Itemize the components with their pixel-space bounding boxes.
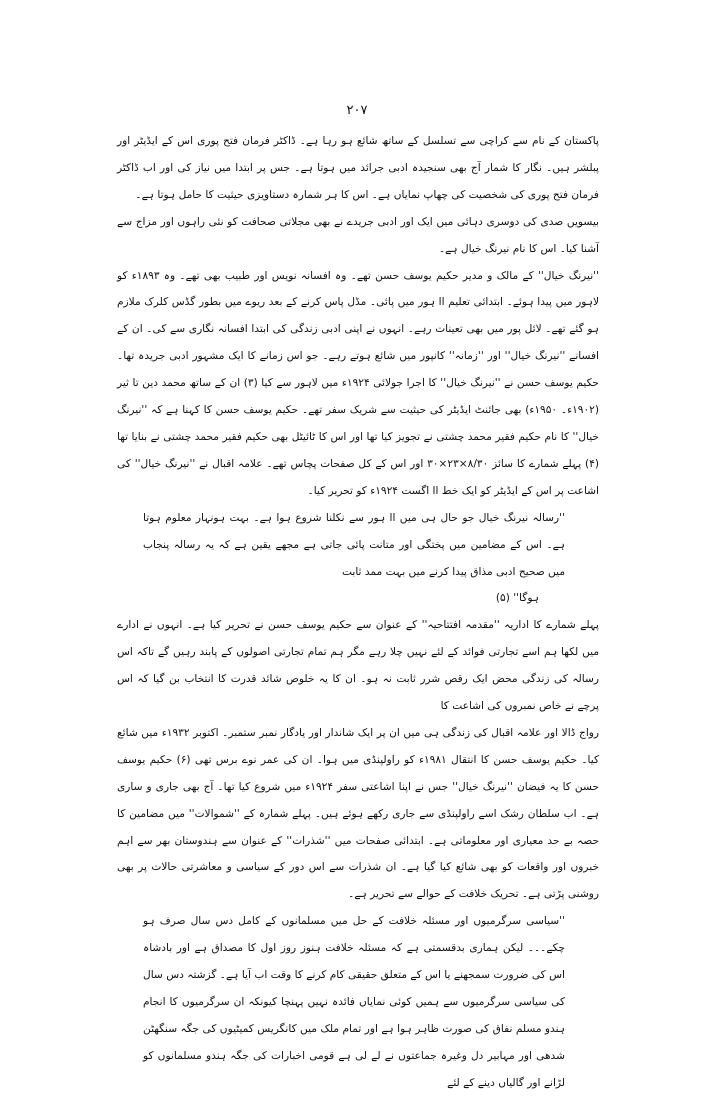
paragraph: رواج ڈالا اور علامہ اقبال کی زندگی ہی میں ان پر ایک شاندار اور یادگار نمبر ستمبر۔ اکتوبر ۱۹۳۲ء میں شائع کیا۔ حکیم یوسف حسن کا انتقال ۱۹۸۱ء کو راولپنڈی میں ہوا۔ ان کی عمر نوے برس تھی (۶) حکیم یوسف حسن کا یہ فیضان ''نیرنگ خیال'' جس نے اپنا اشاعتی سفر ۱۹۲۴ء میں شروع کیا تھا۔ آج بھی جاری و ساری ہے۔ اب سلطان رشک اسے راولپنڈی سے جاری رکھے ہوئے ہیں۔ پہلے شمارہ کے ''شموالات'' میں مضامین کا حصہ بے حد معیاری اور معلوماتی ہے۔ ابتدائی صفحات میں ''شذرات'' کے عنوان سے ہندوستان بھر سے اہم خبروں اور واقعات کو بھی شائع کیا گیا ہے۔ ان شذرات سے اس دور کے سیاسی و معاشرتی حالات پر بھی روشنی پڑتی ہے۔ تحریک خلافت کے حوالے سے تحریر ہے۔ [117, 726, 599, 901]
paragraph: پہلے شمارے کا اداریہ ''مقدمہ افتتاحیہ'' کے عنوان سے حکیم یوسف حسن نے تحریر کیا ہے۔ انہوں نے ادارے میں لکھا ہم اسے تجارتی فوائد کے لئے نہیں چلا رہے مگر ہم تمام تجارتی اصولوں کے پابند رہیں گے تاکہ اس رسالہ کی زندگی محض ایک رقص شرر ثابت نہ ہو۔ ان کا یہ خلوص شائد قدرت کا انتخاب بن گیا کہ اس پرچے نے خاص نمبروں کی اشاعت کا [117, 619, 599, 713]
paragraph: بیسویں صدی کی دوسری دہائی میں ایک اور ادبی جریدے نے بھی مجلاتی صحافت کو نئی راہوں اور مزاج سے آشنا کیا۔ اس کا نام نیرنگ خیال ہے۔ [117, 215, 599, 255]
paragraph: ''نیرنگ خیال'' کے مالک و مدیر حکیم یوسف حسن تھے۔ وہ افسانہ نویس اور طبیب بھی تھے۔ وہ ۱۸۹۳ء کو لاہور میں پیدا ہوئے۔ ابتدائی تعلیم اا ہور میں پائی۔ مڈل پاس کرنے کے بعد ریوے میں بطور گڈس کلرک ملازم ہو گئے تھے۔ لائل پور میں بھی تعینات رہے۔ انہوں نے اپنی ادبی زندگی کی ابتدا افسانہ نگاری سے کی۔ ان کے افسانے ''نیرنگ خیال'' اور ''زمانہ'' کانپور میں شائع ہوتے رہے۔ جو اس زمانے کا ایک مشہور ادبی جریدہ تھا۔ حکیم یوسف حسن نے ''نیرنگ خیال'' کا اجرا جولائی ۱۹۲۴ء میں لاہور سے کیا (۳) ان کے ساتھ محمد دین تا ثیر (۱۹۰۲ء۔ ۱۹۵۰ء) بھی جائنٹ ایڈیٹر کی حیثیت سے شریک سفر تھے۔ حکیم یوسف حسن کا کہنا ہے کہ ''نیرنگ خیال'' کا نام حکیم فقیر محمد چشتی نے تجویز کیا تھا اور اس کا ٹائیٹل بھی حکیم فقیر محمد چشتی نے بنایا تھا (۴) پہلے شمارے کا سائز ۸/۳۰×۲۳×۳۰ اور اس کے کل صفحات پچاس تھے۔ علامہ اقبال نے ''نیرنگ خیال'' کی اشاعت پر اس کے ایڈیٹر کو ایک خط اا اگست ۱۹۲۴ء کو تحریر کیا۔ [117, 269, 600, 497]
block-quote: ''رسالہ نیرنگ خیال جو حال ہی میں اا ہور سے نکلنا شروع ہوا ہے۔ بہت ہونہار معلوم ہوتا ہے۔ اس کے مضامین میں پختگی اور متانت پائی جاتی ہے مجھے یقین ہے کہ یہ رسالہ پنجاب میں صحیح ادبی مذاق پیدا کرنے میں بہت ممد ثابت [143, 511, 565, 578]
body-text [117, 128, 599, 1097]
page-number: ۲۰۷ [346, 103, 368, 118]
paragraph: پاکستان کے نام سے کراچی سے تسلسل کے ساتھ شائع ہو رہا ہے۔ ڈاکٹر فرمان فتح پوری اس کے ایڈیٹر اور پبلشر ہیں۔ نگار کا شمار آج بھی سنجیدہ ادبی جرائد میں ہوتا ہے۔ جس پر ابتدا میں نیاز کی اور اب ڈاکٹر فرمان فتح پوری کی شخصیت کی چھاپ نمایاں ہے۔ اس کا ہر شمارہ دستاویزی حیثیت کا حامل ہوتا ہے۔ [117, 135, 599, 201]
block-quote-end: ہوگا'' (۵) [495, 592, 539, 605]
block-quote: ''سیاسی سرگرمیوں اور مسئلہ خلافت کے حل میں مسلمانوں کے کامل دس سال صرف ہو چکے۔۔۔ لیکن ہماری بدقسمتی ہے کہ مسئلہ خلافت ہنوز روز اول کا مصداق ہے اور بادشاہ اس کی ضرورت سمجھنے یا اس کے متعلق حقیقی کام کرنے کا وقت اب آیا ہے۔ گزشتہ دس سال کی سیاسی سرگرمیوں سے ہمیں کوئی نمایاں فائدہ نہیں پہنچا کیونکہ ان سرگرمیوں کا انجام ہندو مسلم نفاق کی صورت ظاہر ہوا ہے اور تمام ملک میں کانگریس کمیٹیوں کی جگہ سنگھٹن شدھی اور مہابیر دل وغیرہ جماعتوں نے لے لی ہے قومی اخبارات کی جگہ ہندو مسلمانوں کو لڑانے اور گالیاں دینے کے لئے [143, 915, 565, 1089]
